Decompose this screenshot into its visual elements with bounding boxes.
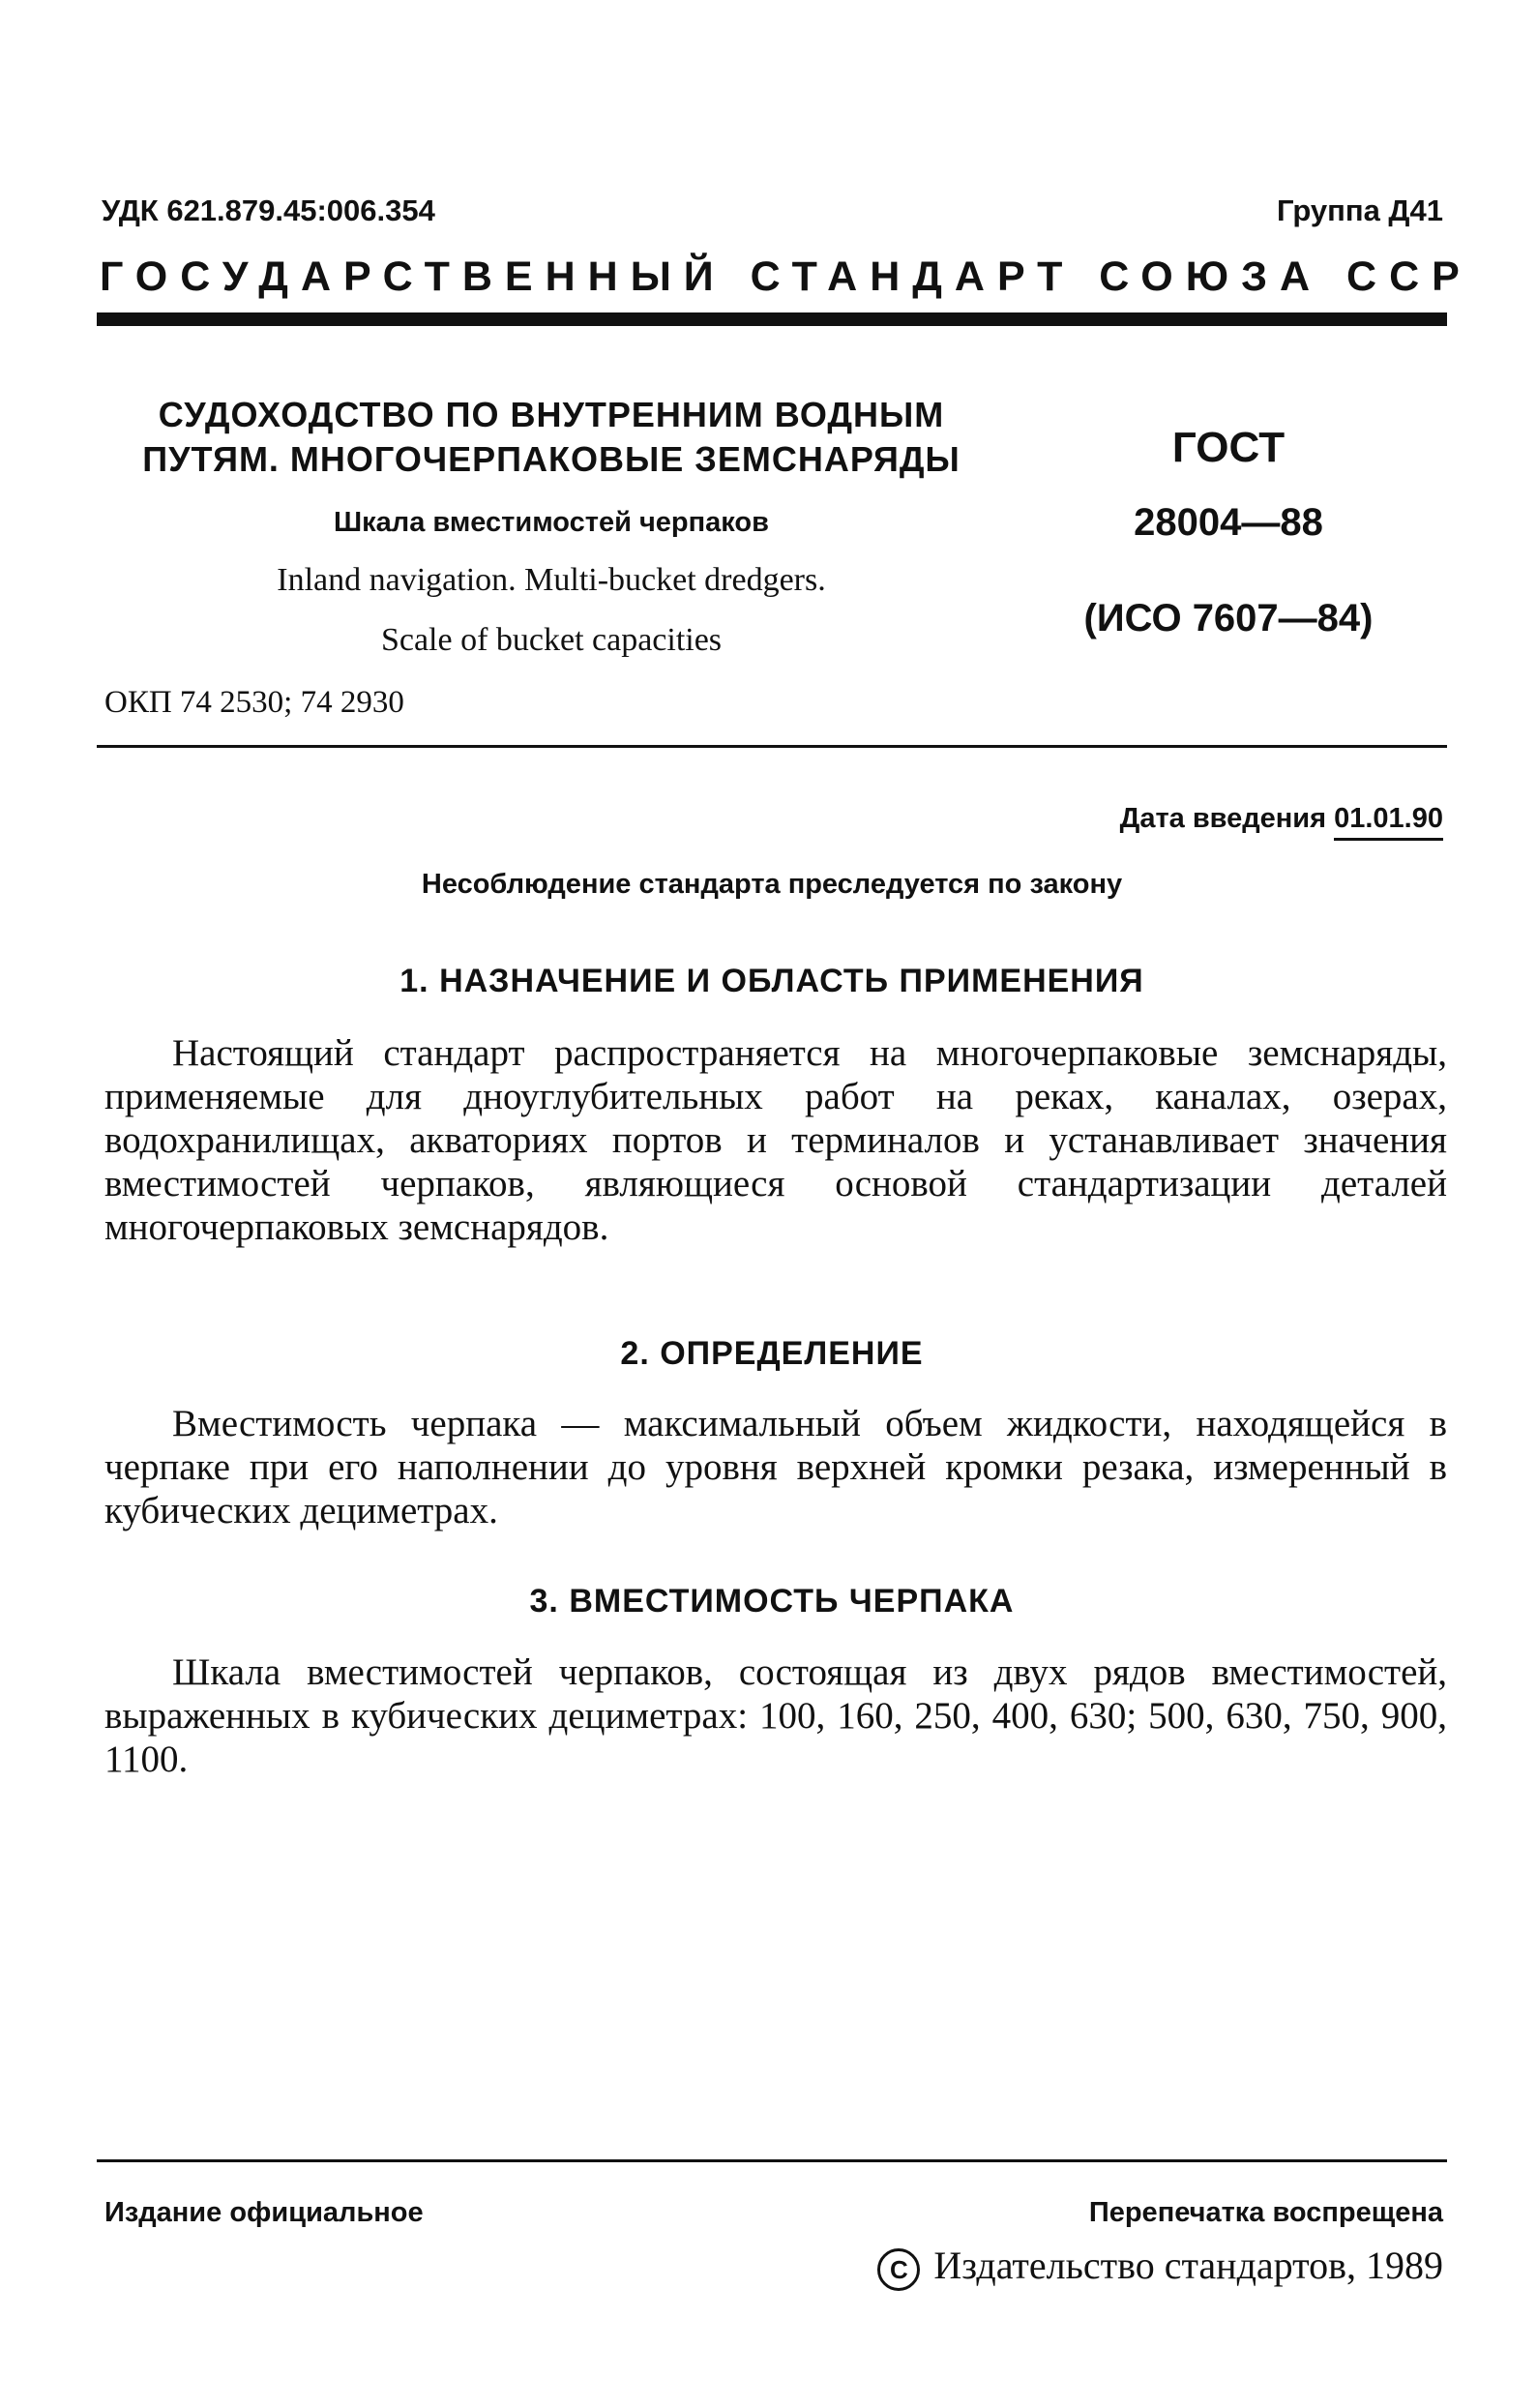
gost-number: 28004—88 xyxy=(1134,501,1323,544)
intro-date-value: 01.01.90 xyxy=(1334,803,1443,841)
title-block xyxy=(97,393,1006,659)
okp-code: ОКП 74 2530; 74 2930 xyxy=(104,685,404,720)
section-body-2: Вместимость черпака — максимальный объем жидкости, находящейся в черпаке при его наполнении до уровня верхней кромки резака, измеренный в кубических дециметрах. xyxy=(104,1403,1447,1531)
section-text-2 xyxy=(104,1402,1447,1532)
publisher-name: Издательство стандартов, 1989 xyxy=(933,2244,1443,2287)
section-text-1 xyxy=(104,1031,1447,1249)
header-rule xyxy=(97,312,1447,326)
gost-label: ГОСТ xyxy=(1171,424,1286,471)
udk-code: УДК 621.879.45:006.354 xyxy=(102,193,435,227)
group-code: Группа Д41 xyxy=(1276,193,1443,227)
title-en-line1: Inland navigation. Multi-bucket dredgers. xyxy=(277,562,826,598)
iso-reference: (ИСО 7607—84) xyxy=(1083,597,1374,639)
publisher-line xyxy=(877,2243,1443,2291)
reprint-notice: Перепечатка воспрещена xyxy=(1088,2197,1443,2228)
section-body-3: Шкала вместимостей черпаков, состоящая из двух рядов вместимостей, выраженных в кубических дециметрах: 100, 160, 250, 400, 630; 500, 630, 750, 900, 1100. xyxy=(104,1651,1447,1780)
state-standard-heading: ГОСУДАРСТВЕННЫЙ СТАНДАРТ СОЮЗА ССР xyxy=(100,253,1472,300)
gost-block xyxy=(1035,424,1422,640)
section-heading-1: 1. НАЗНАЧЕНИЕ И ОБЛАСТЬ ПРИМЕНЕНИЯ xyxy=(399,963,1144,999)
subtitle-ru: Шкала вместимостей черпаков xyxy=(334,507,769,538)
section-text-3 xyxy=(104,1650,1447,1781)
title-ru-line2: ПУТЯМ. МНОГОЧЕРПАКОВЫЕ ЗЕМСНАРЯДЫ xyxy=(142,439,961,479)
okp-rule xyxy=(97,745,1447,748)
footer-rule xyxy=(97,2159,1447,2162)
intro-date xyxy=(1120,803,1443,835)
section-heading-2: 2. ОПРЕДЕЛЕНИЕ xyxy=(620,1335,924,1372)
title-en-line2: Scale of bucket capacities xyxy=(380,622,723,658)
copyright-icon: C xyxy=(877,2248,920,2291)
section-body-1: Настоящий стандарт распространяется на многочерпаковые земснаряды, применяемые для дноуглубительных работ на реках, каналах, озерах, водохранилищах, акваториях портов и терминалов и устанавливает значения вместимостей черпаков, являющиеся основой стандартизации деталей многочерпаковых земснарядов. xyxy=(104,1032,1447,1248)
title-ru-line1: СУДОХОДСТВО ПО ВНУТРЕННИМ ВОДНЫМ xyxy=(158,395,945,434)
section-heading-3: 3. ВМЕСТИМОСТЬ ЧЕРПАКА xyxy=(529,1583,1015,1620)
legal-warning: Несоблюдение стандарта преследуется по закону xyxy=(421,869,1123,900)
official-edition: Издание официальное xyxy=(104,2197,424,2228)
intro-date-label: Дата введения xyxy=(1119,803,1327,834)
